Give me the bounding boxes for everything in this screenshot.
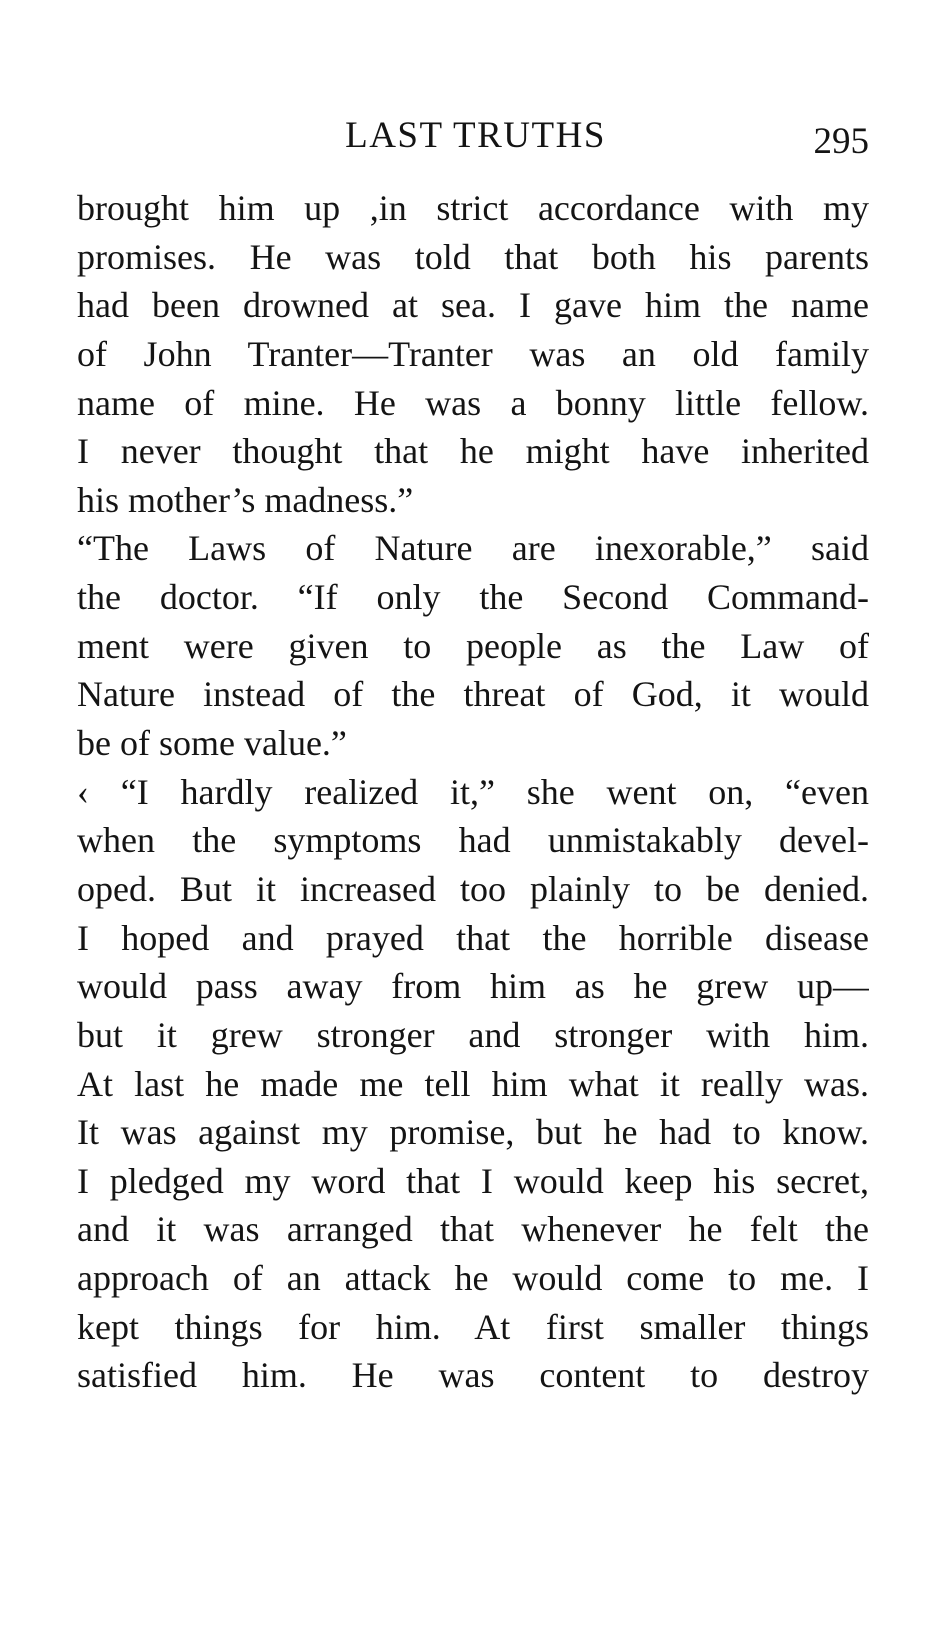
text-line: Nature instead of the threat of God, it would — [77, 674, 869, 715]
text-line: and it was arranged that whenever he felt the — [77, 1209, 869, 1250]
running-title: LAST TRUTHS — [345, 115, 606, 156]
text-line: satisfied him. He was content to destroy — [77, 1355, 869, 1396]
text-line: I never thought that he might have inherited — [77, 431, 869, 472]
text-line: ment were given to people as the Law of — [77, 625, 869, 666]
text-line: but it grew stronger and stronger with him. — [77, 1014, 869, 1055]
text-line: ‹ “I hardly realized it,” she went on, “even — [77, 771, 869, 812]
text-line: At last he made me tell him what it really was. — [77, 1063, 869, 1104]
page-number: 295 — [813, 121, 869, 162]
text-line: be of some value.” — [77, 723, 347, 764]
text-line: approach of an attack he would come to me. I — [77, 1258, 869, 1299]
text-line: his mother’s madness.” — [77, 479, 414, 520]
body-text — [77, 184, 869, 1400]
text-line: the doctor. “If only the Second Command- — [77, 577, 869, 618]
text-line: kept things for him. At first smaller things — [77, 1306, 869, 1347]
text-line: It was against my promise, but he had to know. — [77, 1112, 869, 1153]
text-line: “The Laws of Nature are inexorable,” said — [77, 528, 869, 569]
text-line: oped. But it increased too plainly to be denied. — [77, 868, 869, 909]
text-line: had been drowned at sea. I gave him the name — [77, 285, 869, 326]
text-line: when the symptoms had unmistakably devel- — [77, 820, 869, 861]
text-line: would pass away from him as he grew up— — [77, 966, 869, 1007]
text-line: I pledged my word that I would keep his secret, — [77, 1160, 869, 1201]
text-line: promises. He was told that both his parents — [77, 236, 869, 277]
text-line: of John Tranter—Tranter was an old family — [77, 333, 869, 374]
text-line: I hoped and prayed that the horrible disease — [77, 917, 869, 958]
text-line: name of mine. He was a bonny little fellow. — [77, 382, 869, 423]
text-line: brought him up ,in strict accordance with my — [77, 188, 869, 228]
